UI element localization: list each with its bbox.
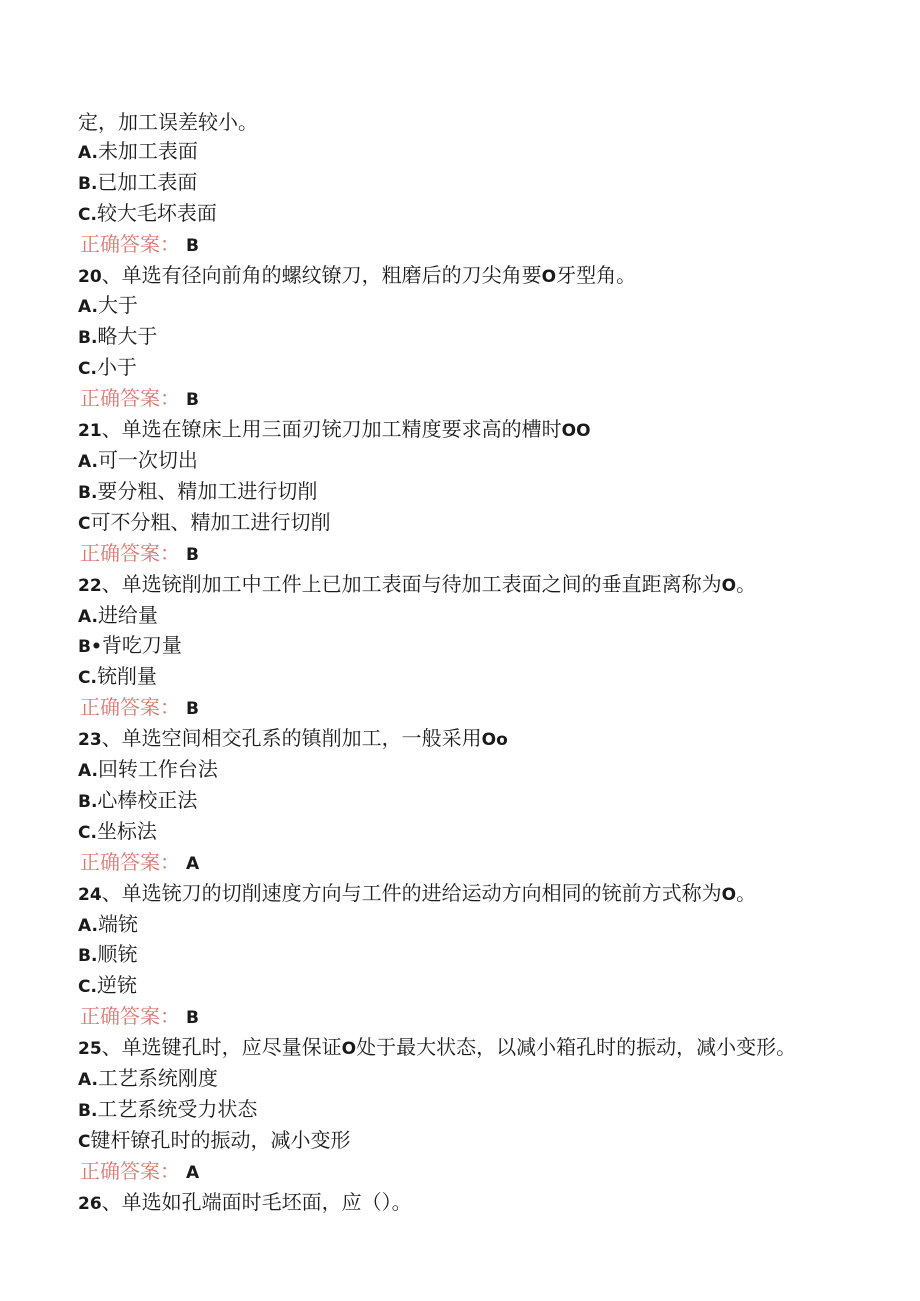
question-stem: 25、单选键孔时，应尽量保证O处于最大状态，以减小箱孔时的振动，减小变形。 xyxy=(78,1035,797,1060)
option-c: C.较大毛坏表面 xyxy=(78,200,217,225)
option-a: A.可一次切出 xyxy=(78,447,198,472)
option-c: C.逆铳 xyxy=(78,973,137,998)
option-b: B•背吃刀量 xyxy=(78,633,182,658)
question-continuation: 定，加工误差较小。 xyxy=(78,110,258,134)
correct-answer: 正确答案： A xyxy=(80,849,200,874)
option-c: C键杆镣孔时的振动，减小变形 xyxy=(78,1127,351,1152)
correct-answer: 正确答案： A xyxy=(80,1158,200,1183)
correct-answer: 正确答案： B xyxy=(80,1004,199,1029)
option-b: B.已加工表面 xyxy=(78,169,198,194)
option-a: A.未加工表面 xyxy=(78,138,198,163)
correct-answer: 正确答案： B xyxy=(80,231,199,256)
option-b: B.略大于 xyxy=(78,324,158,349)
option-a: A.进给量 xyxy=(78,602,158,627)
option-c: C.小于 xyxy=(78,355,137,380)
option-a: A.端铳 xyxy=(78,911,138,936)
correct-answer: 正确答案： B xyxy=(80,695,199,720)
option-c: C.铳削量 xyxy=(78,664,157,689)
document-page xyxy=(78,108,858,1219)
option-b: B.工艺系统受力状态 xyxy=(78,1097,258,1121)
option-b: B.心棒校正法 xyxy=(78,787,198,812)
question-stem: 22、单选铳削加工中工件上已加工表面与待加工表面之间的垂直距离称为O。 xyxy=(78,571,757,596)
option-a: A.工艺系统刚度 xyxy=(78,1066,218,1091)
option-b: B.顺铳 xyxy=(78,942,138,967)
question-stem: 23、单选空间相交孔系的镇削加工，一般采用Oo xyxy=(78,726,508,751)
question-stem: 24、单选铳刀的切削速度方向与工件的进给运动方向相同的铳前方式称为O。 xyxy=(78,880,757,905)
question-stem: 21、单选在镣床上用三面刃铳刀加工精度要求高的槽时OO xyxy=(78,417,591,442)
option-a: A.回转工作台法 xyxy=(78,757,218,782)
option-a: A.大于 xyxy=(78,293,138,318)
option-b: B.要分粗、精加工进行切削 xyxy=(78,478,318,503)
question-stem: 20、单选有径向前角的螺纹镣刀，粗磨后的刀尖角要O牙型角。 xyxy=(78,262,637,287)
correct-answer: 正确答案： B xyxy=(80,540,199,565)
correct-answer: 正确答案： B xyxy=(80,386,199,411)
option-c: C可不分粗、精加工进行切削 xyxy=(78,509,331,534)
option-c: C.坐标法 xyxy=(78,818,157,843)
question-stem: 26、单选如孔端面时毛坯面，应（）。 xyxy=(78,1189,412,1214)
